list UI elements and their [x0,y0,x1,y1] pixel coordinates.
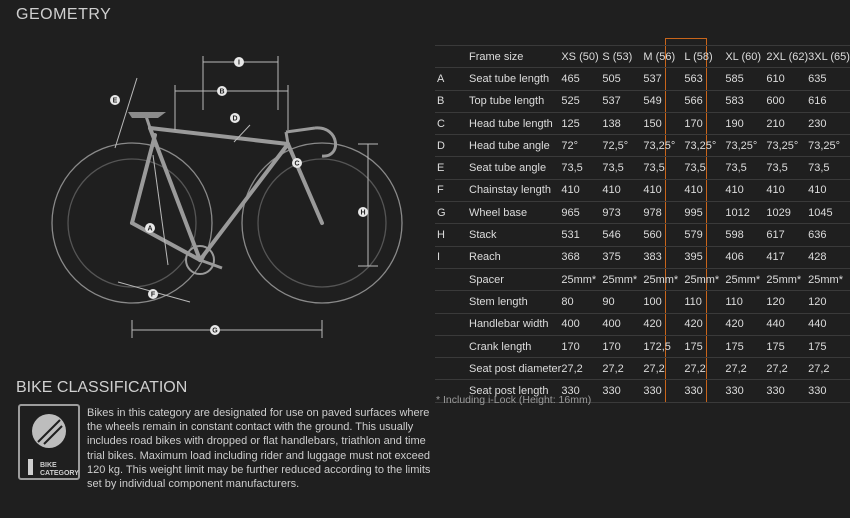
table-row [435,112,850,134]
marker-e [110,95,120,105]
cell-value: 175 [808,335,850,357]
geometry-table [435,45,850,403]
cell-value: 175 [766,335,808,357]
bike-category-icon [18,404,80,480]
row-letter: C [435,112,469,134]
cell-value: 1045 [808,202,850,224]
cell-value: 465 [561,68,602,90]
row-letter: H [435,224,469,246]
marker-b [217,86,227,96]
cell-value: 73,25° [684,135,725,157]
cell-value: 120 [808,291,850,313]
header-frame-size: Frame size [469,46,561,68]
cell-value: 25mm* [602,268,643,290]
marker-g [210,325,220,335]
row-letter [435,313,469,335]
cell-value: 170 [684,112,725,134]
cell-value: 110 [684,291,725,313]
cell-value: 600 [766,90,808,112]
cell-value: 25mm* [725,268,766,290]
row-letter [435,268,469,290]
cell-value: 440 [808,313,850,335]
header-size: S (53) [602,46,643,68]
cell-value: 27,2 [766,358,808,380]
cell-value: 598 [725,224,766,246]
row-letter [435,358,469,380]
cell-value: 505 [602,68,643,90]
row-letter: G [435,202,469,224]
cell-value: 410 [684,179,725,201]
table-row [435,358,850,380]
table-row [435,291,850,313]
cell-value: 1012 [725,202,766,224]
cell-value: 330 [684,380,725,402]
cell-value: 375 [602,246,643,268]
svg-text:I: I [238,59,240,67]
cell-value: 73,25° [808,135,850,157]
cell-value: 73,25° [766,135,808,157]
cell-value: 965 [561,202,602,224]
cell-value: 995 [684,202,725,224]
cell-value: 170 [561,335,602,357]
cell-value: 90 [602,291,643,313]
cell-value: 170 [602,335,643,357]
cell-value: 73,5 [561,157,602,179]
cell-value: 73,5 [602,157,643,179]
row-letter: E [435,157,469,179]
cell-value: 125 [561,112,602,134]
cell-value: 210 [766,112,808,134]
row-measure-name: Head tube angle [469,135,561,157]
svg-text:F: F [150,291,156,299]
cell-value: 546 [602,224,643,246]
cell-value: 410 [766,179,808,201]
cell-value: 330 [602,380,643,402]
cell-value: 330 [766,380,808,402]
cell-value: 560 [643,224,684,246]
marker-a [145,223,155,233]
cell-value: 583 [725,90,766,112]
row-measure-name: Wheel base [469,202,561,224]
cell-value: 1029 [766,202,808,224]
cell-value: 566 [684,90,725,112]
category-indicator-bar [28,459,33,475]
table-row [435,68,850,90]
cell-value: 27,2 [643,358,684,380]
cell-value: 420 [725,313,766,335]
cell-value: 25mm* [684,268,725,290]
svg-text:C: C [294,160,300,168]
row-measure-name: Seat tube length [469,68,561,90]
cell-value: 330 [561,380,602,402]
svg-text:D: D [232,115,238,123]
table-row [435,157,850,179]
row-letter: I [435,246,469,268]
cell-value: 525 [561,90,602,112]
header-size: XL (60) [725,46,766,68]
cell-value: 400 [602,313,643,335]
row-measure-name: Seat post length [469,380,561,402]
marker-h [358,207,368,217]
svg-text:A: A [147,225,153,233]
cell-value: 72,5° [602,135,643,157]
cell-value: 190 [725,112,766,134]
cell-value: 420 [643,313,684,335]
row-measure-name: Head tube length [469,112,561,134]
row-measure-name: Seat post diameter [469,358,561,380]
bike-classification-heading: BIKE CLASSIFICATION [16,379,188,396]
cell-value: 72° [561,135,602,157]
table-row [435,202,850,224]
cell-value: 400 [561,313,602,335]
cell-value: 230 [808,112,850,134]
cell-value: 25mm* [808,268,850,290]
cell-value: 27,2 [808,358,850,380]
cell-value: 73,25° [643,135,684,157]
cell-value: 428 [808,246,850,268]
cell-value: 175 [725,335,766,357]
cell-value: 410 [725,179,766,201]
cell-value: 330 [643,380,684,402]
cell-value: 175 [684,335,725,357]
table-row [435,135,850,157]
cell-value: 27,2 [602,358,643,380]
road-bike-category-icon [20,406,78,456]
cell-value: 383 [643,246,684,268]
cell-value: 25mm* [766,268,808,290]
cell-value: 610 [766,68,808,90]
cell-value: 25mm* [643,268,684,290]
row-measure-name: Stem length [469,291,561,313]
cell-value: 531 [561,224,602,246]
bike-category-label: BIKE CATEGORY [40,462,79,477]
svg-text:B: B [219,88,225,96]
cell-value: 537 [602,90,643,112]
svg-text:H: H [360,209,366,217]
row-letter [435,335,469,357]
row-letter: B [435,90,469,112]
row-letter: A [435,68,469,90]
cell-value: 616 [808,90,850,112]
cell-value: 150 [643,112,684,134]
cell-value: 549 [643,90,684,112]
cell-value: 100 [643,291,684,313]
cell-value: 395 [684,246,725,268]
cell-value: 635 [808,68,850,90]
cell-value: 25mm* [561,268,602,290]
table-row [435,90,850,112]
row-letter [435,291,469,313]
cell-value: 73,5 [808,157,850,179]
table-row [435,313,850,335]
cell-value: 579 [684,224,725,246]
cell-value: 120 [766,291,808,313]
cell-value: 537 [643,68,684,90]
cell-value: 80 [561,291,602,313]
table-row [435,246,850,268]
cell-value: 73,5 [684,157,725,179]
cell-value: 410 [643,179,684,201]
row-measure-name: Chainstay length [469,179,561,201]
cell-value: 410 [561,179,602,201]
cell-value: 417 [766,246,808,268]
cell-value: 563 [684,68,725,90]
row-measure-name: Spacer [469,268,561,290]
cell-value: 420 [684,313,725,335]
cell-value: 410 [602,179,643,201]
row-letter: D [435,135,469,157]
cell-value: 73,25° [725,135,766,157]
table-row [435,224,850,246]
cell-value: 617 [766,224,808,246]
cell-value: 27,2 [725,358,766,380]
cell-value: 172,5 [643,335,684,357]
row-measure-name: Top tube length [469,90,561,112]
row-measure-name: Seat tube angle [469,157,561,179]
marker-f [148,289,158,299]
cell-value: 27,2 [684,358,725,380]
cell-value: 368 [561,246,602,268]
cell-value: 973 [602,202,643,224]
cell-value: 330 [808,380,850,402]
cell-value: 27,2 [561,358,602,380]
footnote: * Including i-Lock (Height: 16mm) [436,394,592,406]
row-measure-name: Crank length [469,335,561,357]
table-row [435,335,850,357]
cell-value: 138 [602,112,643,134]
svg-text:E: E [112,97,118,105]
row-letter: F [435,179,469,201]
header-size: L (58) [684,46,725,68]
header-size: 3XL (65) [808,46,850,68]
cell-value: 330 [725,380,766,402]
marker-c [292,158,302,168]
header-size: 2XL (62) [766,46,808,68]
row-measure-name: Reach [469,246,561,268]
svg-text:G: G [212,327,218,335]
cell-value: 73,5 [643,157,684,179]
cell-value: 406 [725,246,766,268]
table-row [435,268,850,290]
cell-value: 410 [808,179,850,201]
marker-d [230,113,240,123]
cell-value: 440 [766,313,808,335]
bike-geometry-diagram [40,40,425,345]
classification-description: Bikes in this category are designated for use on paved surfaces where the wheels remain in constant contact with the ground. This usually includes road bikes with dropped or flat handlebars, triathlon and time trial bikes. Maximum load including rider and luggage must not exceed 120 kg. This weight limit may be further reduced according to the limits set by individual component manufacturers. [87,407,431,491]
row-measure-name: Stack [469,224,561,246]
cell-value: 110 [725,291,766,313]
geometry-heading: GEOMETRY [16,6,112,23]
table-header-row [435,46,850,68]
header-size: M (56) [643,46,684,68]
table-row [435,179,850,201]
row-measure-name: Handlebar width [469,313,561,335]
header-size: XS (50) [561,46,602,68]
cell-value: 73,5 [766,157,808,179]
marker-i [234,57,244,67]
cell-value: 636 [808,224,850,246]
cell-value: 978 [643,202,684,224]
cell-value: 585 [725,68,766,90]
cell-value: 73,5 [725,157,766,179]
header-letter-cell [435,46,469,68]
